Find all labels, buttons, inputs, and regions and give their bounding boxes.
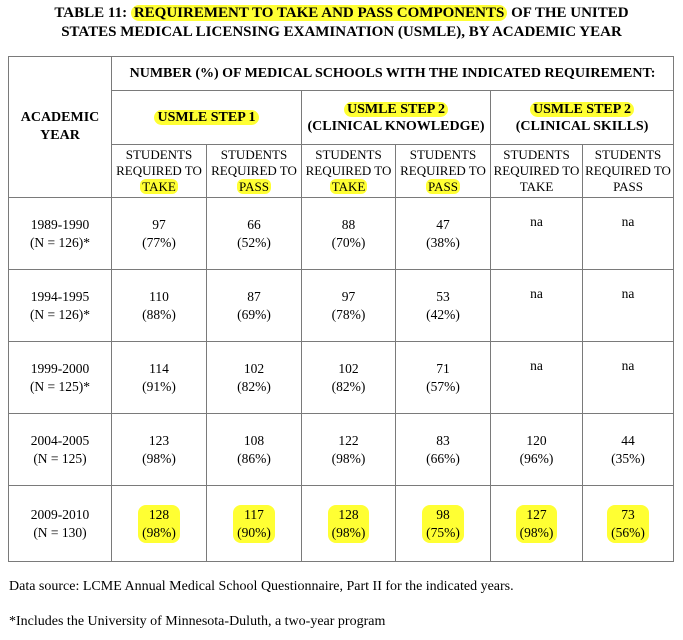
value-cell: 44 (35%)	[583, 414, 674, 486]
step2ck-header	[302, 91, 491, 145]
year-cell: 2004-2005 (N = 125)	[9, 414, 112, 486]
na-cell: na	[583, 270, 674, 342]
value-cell-highlight: 128 (98%)	[302, 486, 396, 562]
footnote: *Includes the University of Minnesota-Duluth, a two-year program	[9, 614, 386, 629]
title-highlight: REQUIREMENT TO TAKE AND PASS COMPONENTS	[131, 5, 508, 21]
group-header: NUMBER (%) OF MEDICAL SCHOOLS WITH THE INDICATED REQUIREMENT:	[112, 57, 674, 91]
value-cell: 97 (77%)	[112, 198, 207, 270]
na-cell: na	[491, 270, 583, 342]
title-rest: OF THE UNITED	[511, 5, 629, 21]
value-cell: 102 (82%)	[302, 342, 396, 414]
step2cs-label: USMLE STEP 2	[530, 102, 634, 117]
table-title	[0, 4, 683, 42]
step2ck-sub: (CLINICAL KNOWLEDGE)	[307, 118, 485, 134]
col-header-step2cs-take: STUDENTS REQUIRED TO TAKE	[491, 145, 583, 198]
col-header-step1-pass: STUDENTS REQUIRED TO PASS	[207, 145, 302, 198]
na-cell: na	[491, 342, 583, 414]
table-row	[9, 414, 674, 486]
year-cell: 1989-1990 (N = 126)*	[9, 198, 112, 270]
value-cell: 47 (38%)	[396, 198, 491, 270]
table-row	[9, 486, 674, 562]
value-cell: 97 (78%)	[302, 270, 396, 342]
data-source-note: Data source: LCME Annual Medical School Questionnaire, Part II for the indicated years.	[9, 579, 514, 594]
col-header-step2ck-pass: STUDENTS REQUIRED TO PASS	[396, 145, 491, 198]
title-line2: STATES MEDICAL LICENSING EXAMINATION (USMLE), BY ACADEMIC YEAR	[61, 24, 622, 40]
value-cell: 108 (86%)	[207, 414, 302, 486]
value-cell: 123 (98%)	[112, 414, 207, 486]
value-cell-highlight: 73 (56%)	[583, 486, 674, 562]
na-cell: na	[583, 198, 674, 270]
year-cell: 2009-2010 (N = 130)	[9, 486, 112, 562]
table-row	[9, 270, 674, 342]
academic-year-header: ACADEMIC YEAR	[9, 57, 112, 198]
value-cell: 114 (91%)	[112, 342, 207, 414]
na-cell: na	[583, 342, 674, 414]
year-cell: 1994-1995 (N = 126)*	[9, 270, 112, 342]
table-row	[9, 342, 674, 414]
step1-label: USMLE STEP 1	[154, 110, 258, 125]
step2ck-label: USMLE STEP 2	[344, 102, 448, 117]
usmle-table	[8, 56, 674, 562]
value-cell: 122 (98%)	[302, 414, 396, 486]
col-header-step2ck-take: STUDENTS REQUIRED TO TAKE	[302, 145, 396, 198]
year-cell: 1999-2000 (N = 125)*	[9, 342, 112, 414]
table-row	[9, 198, 674, 270]
value-cell-highlight: 127 (98%)	[491, 486, 583, 562]
value-cell: 53 (42%)	[396, 270, 491, 342]
value-cell: 120 (96%)	[491, 414, 583, 486]
title-prefix: TABLE 11:	[54, 5, 128, 21]
value-cell-highlight: 98 (75%)	[396, 486, 491, 562]
col-header-step1-take: STUDENTS REQUIRED TO TAKE	[112, 145, 207, 198]
value-cell: 88 (70%)	[302, 198, 396, 270]
col-header-step2cs-pass: STUDENTS REQUIRED TO PASS	[583, 145, 674, 198]
step1-header	[112, 91, 302, 145]
value-cell: 110 (88%)	[112, 270, 207, 342]
value-cell: 71 (57%)	[396, 342, 491, 414]
step2cs-sub: (CLINICAL SKILLS)	[515, 118, 649, 134]
na-cell: na	[491, 198, 583, 270]
value-cell: 102 (82%)	[207, 342, 302, 414]
step2cs-header	[491, 91, 674, 145]
value-cell-highlight: 117 (90%)	[207, 486, 302, 562]
value-cell-highlight: 128 (98%)	[112, 486, 207, 562]
value-cell: 66 (52%)	[207, 198, 302, 270]
value-cell: 87 (69%)	[207, 270, 302, 342]
value-cell: 83 (66%)	[396, 414, 491, 486]
